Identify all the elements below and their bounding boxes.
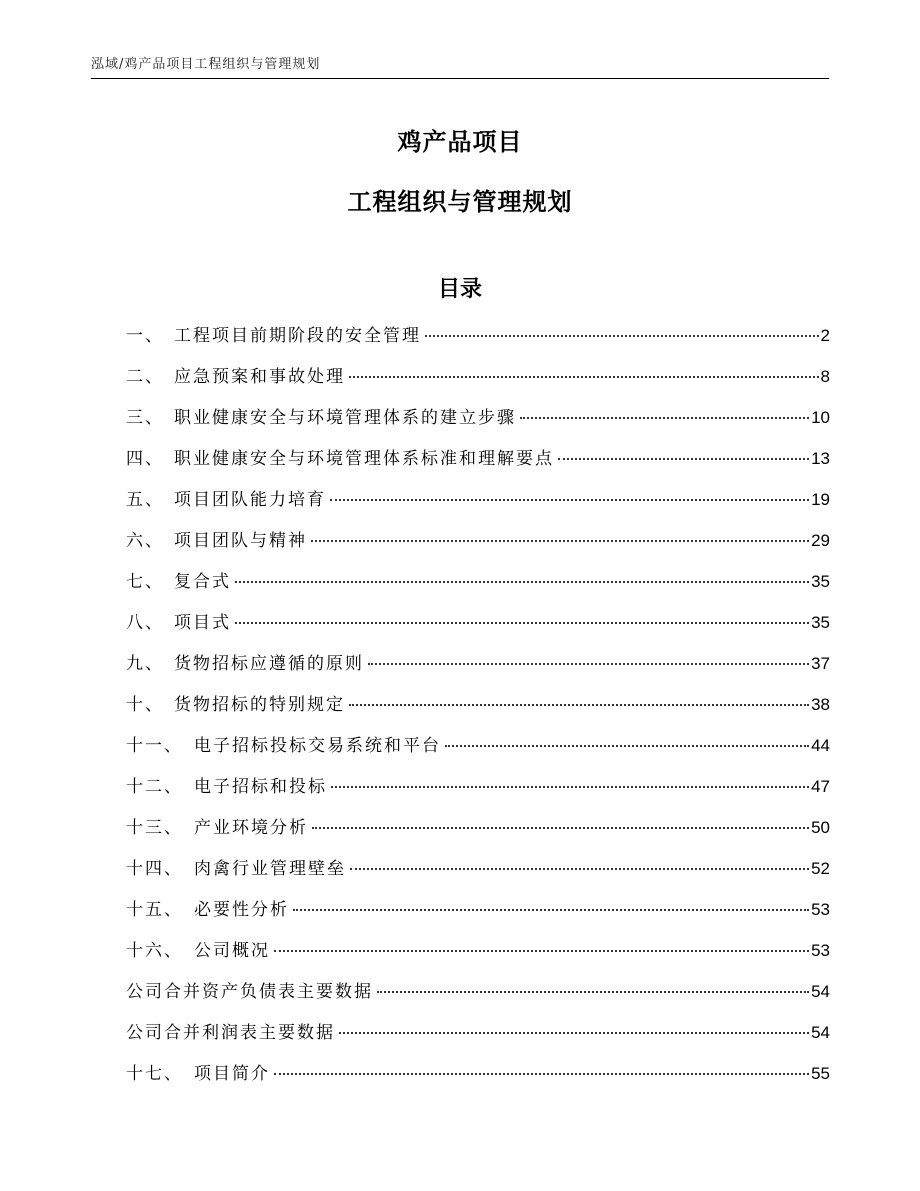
dot-leader [368,663,809,665]
header-divider [91,78,829,79]
toc-entry-page: 29 [811,531,830,550]
toc-entry-number: 十二、 [126,777,183,797]
dot-leader [425,335,819,337]
toc-entry-page: 44 [811,736,830,755]
toc-entry-title: 项目团队与精神 [174,531,307,551]
toc-entry-page: 38 [811,695,830,714]
toc-entry-page: 47 [811,777,830,796]
toc-entry-page: 50 [811,818,830,837]
toc-entry[interactable] [126,444,830,485]
toc-entry-number: 五、 [126,490,164,510]
toc-entry[interactable] [126,403,830,444]
dot-leader [331,786,809,788]
toc-entry-number: 十、 [126,695,164,715]
toc-entry[interactable] [126,362,830,403]
toc-entry[interactable] [126,813,830,854]
dot-leader [274,950,809,952]
toc-entry-number: 八、 [126,613,164,633]
toc-entry[interactable] [126,772,830,813]
toc-entry-page: 19 [811,490,830,509]
toc-entry[interactable] [126,977,830,1018]
toc-entry[interactable] [126,690,830,731]
dot-leader [377,991,809,993]
toc-entry-title: 公司合并利润表主要数据 [126,1023,335,1043]
toc-entry-page: 35 [811,613,830,632]
toc-entry-number: 二、 [126,367,164,387]
toc-entry-title: 公司概况 [194,941,270,961]
toc-entry[interactable] [126,1018,830,1059]
dot-leader [311,540,809,542]
toc-entry-title: 电子招标投标交易系统和平台 [194,736,441,756]
toc-entry[interactable] [126,936,830,977]
toc-entry-page: 8 [820,367,830,386]
dot-leader [350,868,809,870]
toc-entry-title: 复合式 [174,572,231,592]
toc-entry-page: 53 [811,941,830,960]
toc-entry-title: 必要性分析 [194,900,289,920]
toc-entry-number: 十七、 [126,1064,183,1084]
document-title-line-2: 工程组织与管理规划 [347,188,573,216]
dot-leader [349,376,819,378]
toc-entry-title: 货物招标应遵循的原则 [174,654,364,674]
toc-entry-number: 九、 [126,654,164,674]
toc-entry-page: 52 [811,859,830,878]
dot-leader [520,417,809,419]
dot-leader [293,909,809,911]
toc-entry-title: 电子招标和投标 [194,777,327,797]
toc-entry[interactable] [126,321,830,362]
toc-entry-title: 公司合并资产负债表主要数据 [126,982,373,1002]
dot-leader [558,458,809,460]
toc-entry[interactable] [126,485,830,526]
toc-entry-number: 十五、 [126,900,183,920]
toc-entry-number: 十一、 [126,736,183,756]
toc-entry[interactable] [126,608,830,649]
document-title-line-1: 鸡产品项目 [397,128,523,156]
toc-entry-title: 工程项目前期阶段的安全管理 [174,326,421,346]
toc-entry-number: 十六、 [126,941,183,961]
toc-entry[interactable] [126,1059,830,1100]
toc-entry-title: 职业健康安全与环境管理体系标准和理解要点 [174,449,554,469]
dot-leader [349,704,809,706]
dot-leader [339,1032,809,1034]
toc-entry-page: 35 [811,572,830,591]
toc-entry-page: 2 [820,326,830,345]
toc-entry-title: 项目团队能力培育 [174,490,326,510]
toc-entry-page: 55 [811,1064,830,1083]
toc-entry[interactable] [126,567,830,608]
toc-entry-page: 37 [811,654,830,673]
toc-entry-number: 十三、 [126,818,183,838]
toc-entry-number: 三、 [126,408,164,428]
toc-entry[interactable] [126,649,830,690]
dot-leader [235,581,809,583]
toc-entry-page: 54 [811,1023,830,1042]
toc-entry[interactable] [126,731,830,772]
toc-entry-title: 产业环境分析 [194,818,308,838]
dot-leader [312,827,809,829]
toc-entry-title: 项目简介 [194,1064,270,1084]
toc-entry-number: 七、 [126,572,164,592]
toc-entry-title: 肉禽行业管理壁垒 [194,859,346,879]
dot-leader [235,622,809,624]
toc-entry[interactable] [126,895,830,936]
toc-entry-page: 13 [811,449,830,468]
toc-entry[interactable] [126,854,830,895]
dot-leader [330,499,809,501]
toc-entry-number: 十四、 [126,859,183,879]
toc-heading: 目录 [437,277,482,302]
toc-entry[interactable] [126,526,830,567]
dot-leader [274,1073,809,1075]
toc-entry-number: 四、 [126,449,164,469]
toc-entry-page: 54 [811,982,830,1001]
running-header: 泓域/鸡产品项目工程组织与管理规划 [91,57,321,72]
table-of-contents [126,321,830,1100]
toc-entry-title: 货物招标的特别规定 [174,695,345,715]
toc-entry-page: 10 [811,408,830,427]
toc-entry-title: 应急预案和事故处理 [174,367,345,387]
dot-leader [445,745,809,747]
toc-entry-number: 六、 [126,531,164,551]
toc-entry-title: 职业健康安全与环境管理体系的建立步骤 [174,408,516,428]
toc-entry-page: 53 [811,900,830,919]
toc-entry-number: 一、 [126,326,164,346]
toc-entry-title: 项目式 [174,613,231,633]
